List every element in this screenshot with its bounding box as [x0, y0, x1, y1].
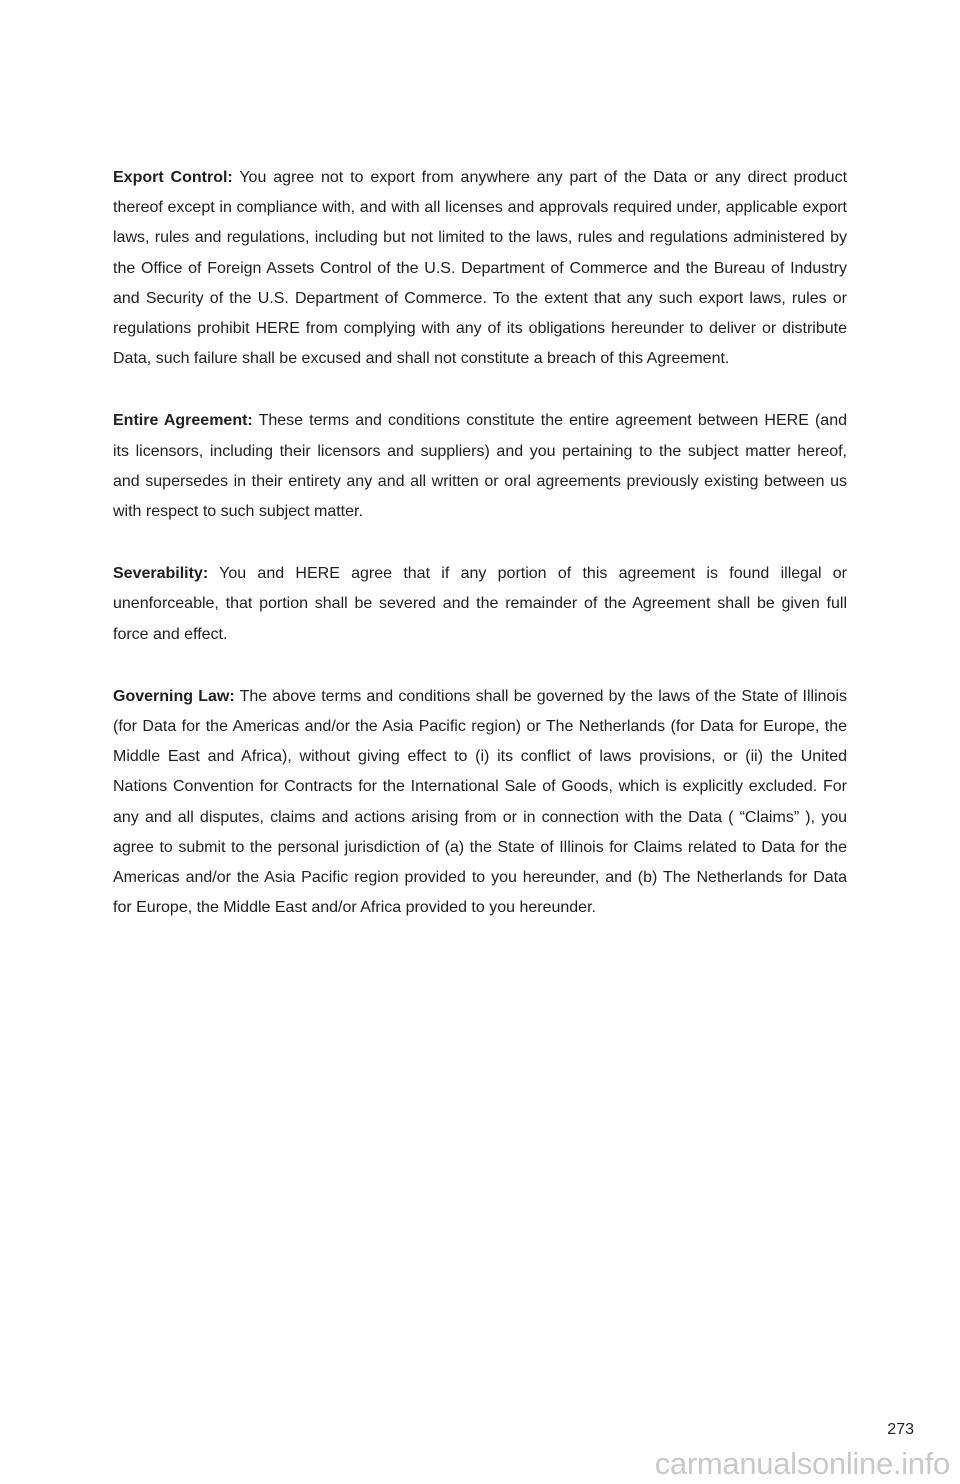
watermark: carmanualsonline.info	[654, 1446, 950, 1481]
section-heading: Entire Agreement:	[113, 412, 253, 430]
section-heading: Export Control:	[113, 169, 233, 186]
page-number: 273	[887, 1421, 914, 1438]
section-heading: Governing Law:	[113, 687, 235, 705]
section-heading: Severability:	[113, 565, 209, 583]
section-body: These terms and conditions constitute the entire agreement between HERE (and its licensors, including their licensors and suppliers) and you pertaining to the subject matter hereof, and supersedes in their entirety any and all written or oral agreements previously existing between us with respect to such subject matter.	[113, 412, 848, 521]
section-governing-law	[113, 682, 847, 924]
section-entire-agreement	[113, 406, 847, 527]
section-body: The above terms and conditions shall be governed by the laws of the State of Illinois (for Data for the Americas and/or the Asia Pacific region) or The Netherlands (for Data for Europe, the Middle East and Africa), without giving effect to (i) its conflict of laws provisions, or (ii) the United Nations Convention for Contracts for the International Sale of Goods, which is explicitly excluded. For any and all disputes, claims and actions arising from or in connection with the Data ( “Claims” ), you agree to submit to the personal jurisdiction of (a) the State of Illinois for Claims related to Data for the Americas and/or the Asia Pacific region provided to you hereunder, and (b) The Netherlands for Data for Europe, the Middle East and/or Africa provided to you hereunder.	[113, 687, 848, 917]
section-severability	[113, 559, 847, 650]
section-body: You and HERE agree that if any portion of this agreement is found illegal or unenforceable, that portion shall be severed and the remainder of the Agreement shall be given full force and effect.	[113, 565, 848, 643]
section-body: You agree not to export from anywhere any part of the Data or any direct product thereof except in compliance with, and with all licenses and approvals required under, applicable export laws, rules and regulations, including but not limited to the laws, rules and regulations administered by the Office of Foreign Assets Control of the U.S. Department of Commerce and the Bureau of Industry and Security of the U.S. Department of Commerce. To the extent that any such export laws, rules or regulations prohibit HERE from complying with any of its obligations hereunder to deliver or distribute Data, such failure shall be excused and shall not constitute a breach of this Agreement.	[113, 169, 848, 368]
document-body	[113, 163, 847, 955]
section-export-control	[113, 163, 847, 374]
